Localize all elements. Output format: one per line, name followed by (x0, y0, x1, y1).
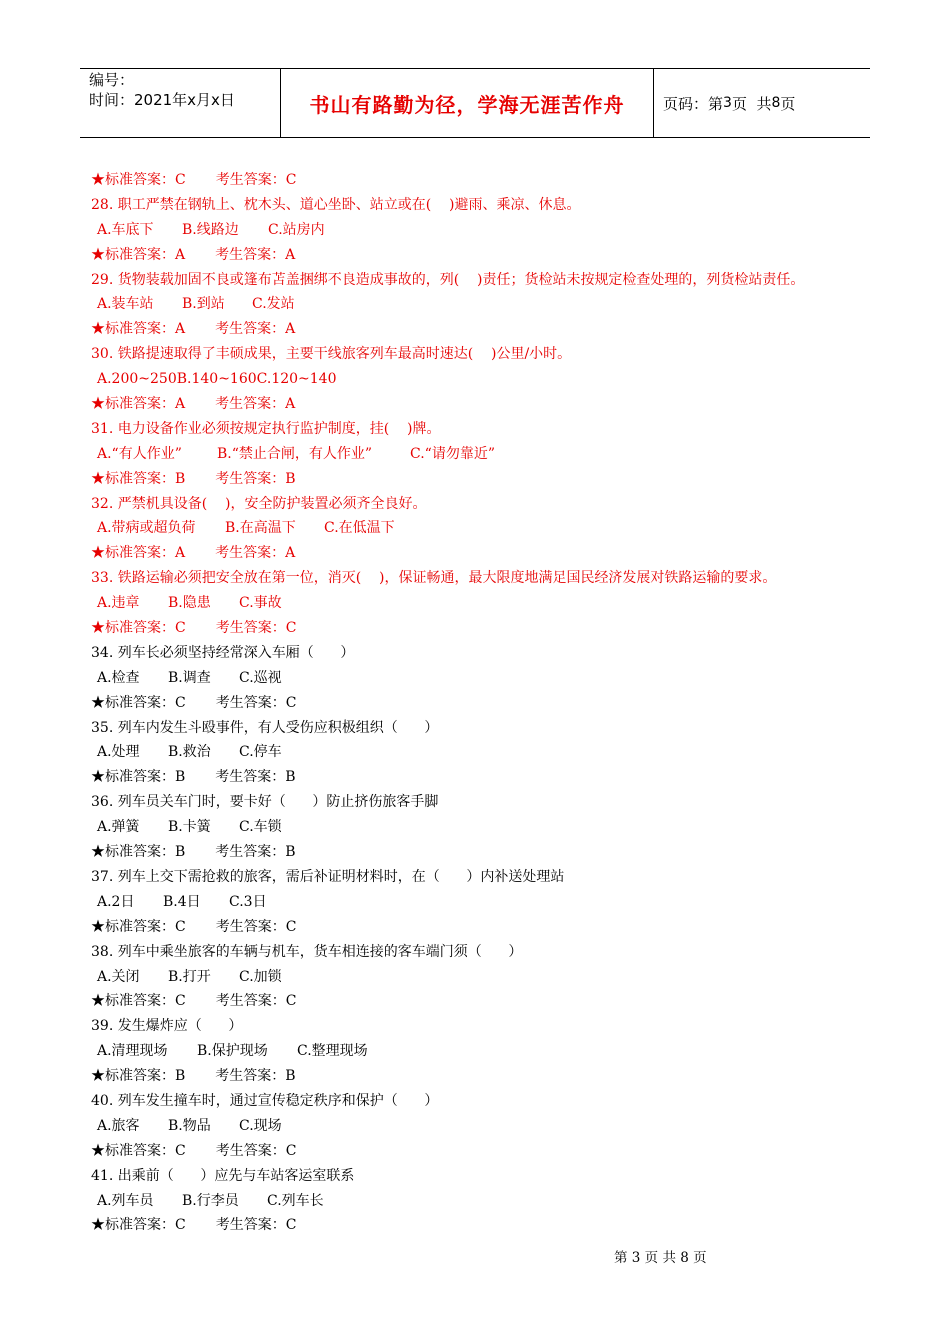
option-c: C.120~140 (256, 371, 337, 388)
student-answer: 考生答案：B (215, 1068, 296, 1085)
answer-line (91, 1139, 871, 1164)
question-text: 33. 铁路运输必须把安全放在第一位，消灭( )，保证畅通，最大限度地满足国民经济发展对铁路运输的要求。 (91, 570, 777, 587)
option-row (91, 1039, 871, 1064)
option-a: A.200~250 (97, 371, 177, 388)
standard-answer: ★标准答案：C (91, 1142, 186, 1159)
standard-answer: ★标准答案：C (91, 694, 186, 711)
option-a: A.2日 (97, 893, 135, 910)
option-a: A.处理 (97, 744, 140, 761)
option-a: A.旅客 (97, 1117, 140, 1134)
standard-answer: ★标准答案：C (91, 620, 186, 637)
answer-line (91, 1064, 871, 1089)
student-answer: 考生答案：C (215, 1217, 297, 1234)
standard-answer: ★标准答案：A (91, 545, 186, 562)
answer-line (91, 392, 871, 417)
option-b: B.隐患 (168, 595, 211, 612)
option-b: B.行李员 (182, 1192, 239, 1209)
option-c: C.事故 (239, 595, 282, 612)
option-row (91, 516, 871, 541)
option-b: B.在高温下 (225, 520, 296, 537)
question-list (91, 168, 871, 1238)
student-answer: 考生答案：A (215, 396, 296, 413)
option-b: B.打开 (168, 968, 211, 985)
page-footer: 第 3 页 共 8 页 (614, 1250, 707, 1266)
page-number: 3 (723, 95, 732, 111)
document-date: 时间：2021年x月x日 (89, 91, 235, 109)
question-text: 36. 列车员关车门时，要卡好（ ）防止挤伤旅客手脚 (91, 794, 439, 811)
option-row (91, 1114, 871, 1139)
option-a: A.列车员 (97, 1192, 154, 1209)
option-a: A.“有人作业” (97, 445, 182, 462)
student-answer: 考生答案：B (215, 844, 296, 861)
option-c: C.3日 (229, 893, 267, 910)
student-answer: 考生答案：C (215, 694, 297, 711)
option-row (91, 1189, 871, 1214)
option-c: C.加锁 (239, 968, 282, 985)
option-row (91, 218, 871, 243)
header-meta (80, 69, 281, 137)
standard-answer: ★标准答案：C (91, 1217, 186, 1234)
standard-answer: ★标准答案：B (91, 1068, 186, 1085)
standard-answer: ★标准答案：A (91, 321, 186, 338)
answer-line (91, 243, 871, 268)
option-b: B.线路边 (182, 221, 239, 238)
answer-line (91, 691, 871, 716)
student-answer: 考生答案：C (215, 993, 297, 1010)
student-answer: 考生答案：C (215, 918, 297, 935)
question-text: 29. 货物装载加固不良或篷布苫盖捆绑不良造成事故的，列( )责任；货检站未按规定检查处理的，列货检站责任。 (91, 271, 805, 288)
option-b: B.调查 (168, 669, 211, 686)
question-text: 34. 列车长必须坚持经常深入车厢（ ） (91, 644, 355, 661)
option-c: C.车锁 (239, 819, 282, 836)
student-answer: 考生答案：C (215, 172, 297, 188)
answer-line (91, 541, 871, 566)
option-row (91, 890, 871, 915)
page-total: 8 (771, 95, 781, 111)
question-text: 41. 出乘前（ ）应先与车站客运室联系 (91, 1167, 355, 1184)
option-b: B.卡簧 (168, 819, 211, 836)
answer-line (91, 989, 871, 1014)
document-header (80, 68, 870, 138)
standard-answer: ★标准答案：A (91, 246, 186, 263)
option-row (91, 666, 871, 691)
option-c: C.巡视 (239, 669, 282, 686)
option-a: A.违章 (97, 595, 140, 612)
option-row (91, 292, 871, 317)
option-c: C.在低温下 (324, 520, 395, 537)
option-b: B.救治 (168, 744, 211, 761)
option-a: A.检查 (97, 669, 140, 686)
option-c: C.停车 (239, 744, 282, 761)
answer-line (91, 467, 871, 492)
page-mid: 页 共 (731, 94, 772, 113)
answer-line (91, 1213, 871, 1238)
question-text: 31. 电力设备作业必须按规定执行监护制度，挂( )牌。 (91, 420, 441, 437)
standard-answer: ★标准答案：A (91, 396, 186, 413)
answer-line (91, 915, 871, 940)
option-a: A.清理现场 (97, 1043, 168, 1060)
option-a: A.带病或超负荷 (97, 520, 196, 537)
header-motto: 书山有路勤为径，学海无涯苦作舟 (281, 69, 654, 137)
option-c: C.列车长 (267, 1192, 324, 1209)
standard-answer: ★标准答案：B (91, 844, 186, 861)
header-page-info (654, 69, 870, 137)
question-text: 30. 铁路提速取得了丰硕成果，主要干线旅客列车最高时速达( )公里/小时。 (91, 346, 572, 363)
document-code-label: 编号： (89, 71, 135, 89)
question-text: 38. 列车中乘坐旅客的车辆与机车，货车相连接的客车端门须（ ） (91, 943, 523, 960)
option-row (91, 815, 871, 840)
student-answer: 考生答案：B (215, 769, 296, 786)
standard-answer: ★标准答案：C (91, 918, 186, 935)
standard-answer: ★标准答案：C (91, 172, 186, 188)
option-row (91, 740, 871, 765)
answer-line (91, 317, 871, 342)
question-text: 40. 列车发生撞车时，通过宣传稳定秩序和保护（ ） (91, 1092, 439, 1109)
question-text: 28. 职工严禁在钢轨上、枕木头、道心坐卧、站立或在( )避雨、乘凉、休息。 (91, 196, 581, 213)
answer-line (91, 616, 871, 641)
student-answer: 考生答案：C (215, 1142, 297, 1159)
question-text: 32. 严禁机具设备( )，安全防护装置必须齐全良好。 (91, 495, 427, 512)
student-answer: 考生答案：A (215, 321, 296, 338)
option-row (91, 965, 871, 990)
option-a: A.装车站 (97, 296, 154, 313)
option-b: B.4日 (163, 893, 201, 910)
student-answer: 考生答案：B (215, 470, 296, 487)
answer-line (91, 765, 871, 790)
option-row (91, 367, 871, 392)
option-b: B.保护现场 (197, 1043, 268, 1060)
option-c: C.现场 (239, 1117, 282, 1134)
option-c: C.站房内 (268, 221, 325, 238)
option-c: C.发站 (252, 296, 295, 313)
option-b: B.“禁止合闸，有人作业” (217, 445, 373, 462)
option-b: B.到站 (182, 296, 225, 313)
standard-answer: ★标准答案：B (91, 470, 186, 487)
option-a: A.关闭 (97, 968, 140, 985)
option-b: B.物品 (168, 1117, 211, 1134)
question-text: 35. 列车内发生斗殴事件，有人受伤应积极组织（ ） (91, 719, 439, 736)
option-row (91, 591, 871, 616)
option-row (91, 442, 871, 467)
answer-line (91, 840, 871, 865)
standard-answer: ★标准答案：B (91, 769, 186, 786)
question-text: 39. 发生爆炸应（ ） (91, 1018, 243, 1035)
answer-line (91, 168, 871, 193)
student-answer: 考生答案：A (215, 246, 296, 263)
page-suffix: 页 (780, 94, 796, 113)
option-a: A.弹簧 (97, 819, 140, 836)
standard-answer: ★标准答案：C (91, 993, 186, 1010)
question-text: 37. 列车上交下需抢救的旅客，需后补证明材料时，在（ ）内补送处理站 (91, 868, 565, 885)
option-b: B.140~160 (176, 371, 257, 388)
student-answer: 考生答案：A (215, 545, 296, 562)
option-c: C.整理现场 (297, 1043, 368, 1060)
student-answer: 考生答案：C (215, 620, 297, 637)
page-prefix: 页码：第 (663, 94, 724, 113)
option-c: C.“请勿靠近” (410, 445, 495, 462)
option-a: A.车底下 (97, 221, 154, 238)
